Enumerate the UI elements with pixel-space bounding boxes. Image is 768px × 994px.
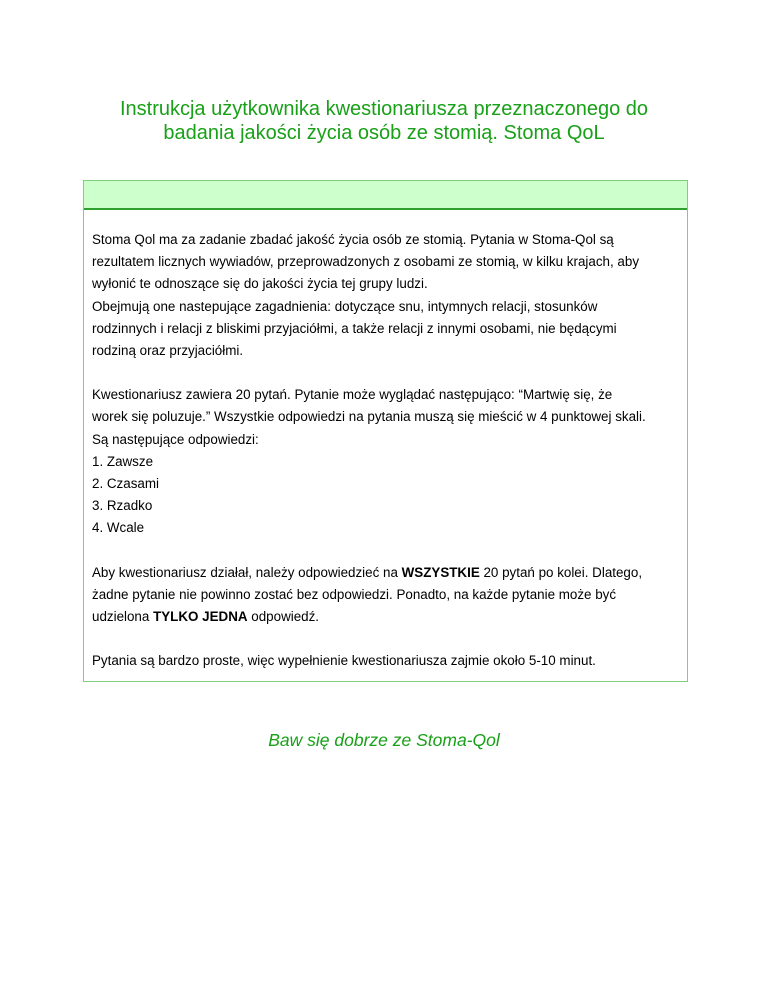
intro-line: Obejmują one nastepujące zagadnienia: dotyczące snu, intymnych relacji, stosunków	[92, 298, 598, 314]
page-title	[60, 97, 708, 145]
rules-emphasis: WSZYSTKIE	[401, 564, 480, 580]
intro-line: rodziną oraz przyjaciółmi.	[92, 343, 244, 359]
questionnaire-line: worek się poluzuje.” Wszystkie odpowiedzi na pytania muszą się mieścić w 4 punktowej skali.	[92, 409, 646, 425]
rules-text: odpowiedź.	[247, 609, 320, 625]
questionnaire-line: Są następujące odpowiedzi:	[92, 431, 259, 447]
closing-message: Baw się dobrze ze Stoma-Qol	[268, 730, 500, 750]
rules-line: żadne pytanie nie powinno zostać bez odpowiedzi. Ponadto, na każde pytanie może być	[92, 586, 617, 602]
intro-line: Stoma Qol ma za zadanie zbadać jakość życia osób ze stomią. Pytania w Stoma-Qol są	[92, 232, 614, 247]
instruction-box-header	[84, 181, 687, 210]
intro-line: rodzinnych i relacji z bliskimi przyjaciółmi, a także relacji z innymi osobami, nie będącymi	[92, 320, 617, 336]
answer-option: 2. Czasami	[92, 476, 159, 492]
answer-option: 3. Rzadko	[92, 498, 153, 514]
duration-line: Pytania są bardzo proste, więc wypełnienie kwestionariusza zajmie około 5-10 minut.	[92, 653, 596, 669]
paragraph-gap	[92, 362, 687, 384]
intro-line: wyłonić te odnoszące się do jakości życia tej grupy ludzi.	[92, 276, 428, 292]
rules-line	[92, 606, 687, 628]
rules-text: udzielona	[92, 609, 154, 625]
paragraph-gap	[92, 540, 687, 562]
paragraph-gap	[92, 628, 687, 650]
title-line-2: badania jakości życia osób ze stomią. Stoma QoL	[163, 122, 605, 144]
answer-option: 1. Zawsze	[92, 453, 154, 469]
questionnaire-line: Kwestionariusz zawiera 20 pytań. Pytanie może wyglądać następująco: “Martwię się, że	[92, 387, 613, 403]
rules-line	[92, 562, 687, 584]
answer-option: 4. Wcale	[92, 520, 145, 536]
rules-emphasis: TYLKO JEDNA	[153, 609, 248, 625]
rules-text: 20 pytań po kolei. Dlatego,	[479, 564, 643, 580]
rules-text: Aby kwestionariusz działał, należy odpowiedzieć na	[92, 564, 402, 580]
instruction-box	[83, 180, 688, 682]
title-line-1: Instrukcja użytkownika kwestionariusza przeznaczonego do	[119, 98, 649, 120]
intro-line: rezultatem licznych wywiadów, przeprowadzonych z osobami ze stomią, w kilku krajach, aby	[92, 254, 640, 270]
instruction-box-body	[84, 210, 687, 672]
